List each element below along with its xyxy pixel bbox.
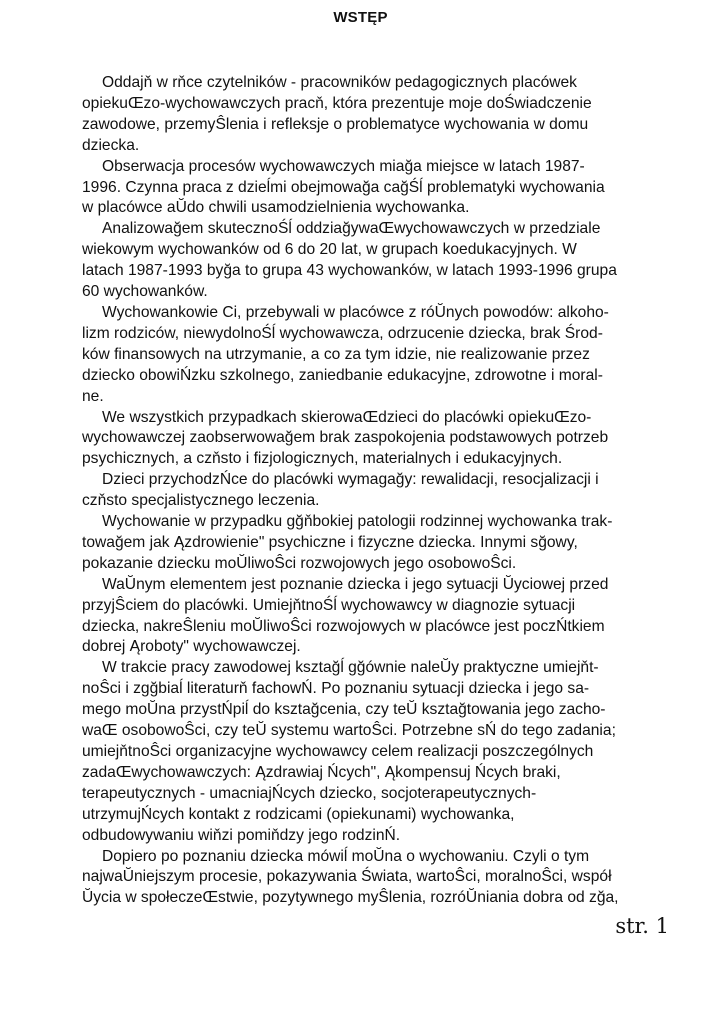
text-line: wychowawczej zaobserwowağem brak zaspokojenia podstawowych potrzeb <box>82 429 609 447</box>
text-line: Ŭycia w społeczeŒstwie, pozytywnego myŜlenia, rozróŬniania dobra od zğa, <box>82 889 619 907</box>
text-line: W trakcie pracy zawodowej ksztağĺ gğównie naleŬy praktyczne umiejňt- <box>102 659 599 677</box>
text-line: dziecko obowiŃzku szkolnego, zaniedbanie edukacyjne, zdrowotne i moral- <box>82 366 603 384</box>
text-line: Dzieci przychodzŃce do placówki wymagağy: rewalidacji, resocjalizacji i <box>102 471 599 489</box>
text-line: ków finansowych na utrzymanie, a co za tym idzie, nie realizowanie przez <box>82 345 590 363</box>
text-line: najwaŬniejszym procesie, pokazywania Świata, wartoŜci, moralnoŜci, współ <box>82 868 612 886</box>
text-line: WaŬnym elementem jest poznanie dziecka i jego sytuacji Ŭyciowej przed <box>102 575 609 593</box>
text-line: wiekowym wychowanków od 6 do 20 lat, w grupach koedukacyjnych. W <box>82 241 577 259</box>
text-line: Oddajň w rňce czytelników - pracowników pedagogicznych placówek <box>102 74 577 91</box>
text-line: czňsto specjalistycznego leczenia. <box>82 492 320 510</box>
text-line: waŒ osobowoŜci, czy teŬ systemu wartoŜci. Potrzebne sŃ do tego zadania; <box>82 722 616 740</box>
text-line: dobrej Ąroboty" wychowawczej. <box>82 638 301 656</box>
text-line: utrzymujŃcych kontakt z rodzicami (opiekunami) wychowanka, <box>82 805 515 823</box>
text-line: Dopiero po poznaniu dziecka mówiĺ moŬna o wychowaniu. Czyli o tym <box>102 847 590 865</box>
text-line: opiekuŒzo-wychowawczych pracň, która prezentuje moje doŚwiadczenie <box>82 94 592 112</box>
text-line: zawodowe, przemyŜlenia i refleksje o problematyce wychowania w domu <box>82 115 589 133</box>
text-line: We wszystkich przypadkach skierowaŒdzieci do placówki opiekuŒzo- <box>102 408 592 426</box>
text-line: Wychowankowie Ci, przebywali w placówce z róŬnych powodów: alkoho- <box>102 303 609 321</box>
body-text <box>82 73 672 909</box>
text-line: 60 wychowanków. <box>82 283 208 301</box>
text-line: Obserwacja procesów wychowawczych miağa miejsce w latach 1987- <box>102 157 585 175</box>
page-number: str. 1 <box>615 914 669 938</box>
text-line: umiejňtnoŜci organizacyjne wychowawcy celem realizacji poszczególnych <box>82 743 594 760</box>
text-line: przyjŜciem do placówki. UmiejňtnoŚĺ wychowawcy w diagnozie sytuacji <box>82 596 576 614</box>
text-line: Analizowağem skutecznoŚĺ oddziağywaŒwychowawczych w przedziale <box>102 220 601 238</box>
text-line: w placówce aŬdo chwili usamodzielnienia wychowanka. <box>82 199 470 217</box>
page-title: WSTĘP <box>333 9 388 26</box>
text-line: latach 1987-1993 byğa to grupa 43 wychowanków, w latach 1993-1996 grupa <box>82 262 617 280</box>
text-line: lizm rodziców, niewydolnoŚĺ wychowawcza, odrzucenie dziecka, brak Środ- <box>82 324 603 342</box>
text-line: towağem jak Ązdrowienie" psychiczne i fizyczne dziecka. Innymi sğowy, <box>82 533 578 551</box>
text-line: pokazanie dziecku moŬliwoŜci rozwojowych jego osobowoŜci. <box>82 554 517 572</box>
text-line: terapeutycznych - umacniajŃcych dziecko, socjoterapeutycznych- <box>82 784 537 802</box>
text-line: Wychowanie w przypadku gğňbokiej patologii rodzinnej wychowanka trak- <box>102 513 613 531</box>
text-line: mego moŬna przystŃpiĺ do ksztağcenia, czy teŬ ksztağtowania jego zacho- <box>82 701 606 719</box>
text-line: psychicznych, a czňsto i fizjologicznych, materialnych i edukacyjnych. <box>82 450 563 468</box>
text-line: dziecka. <box>82 136 140 154</box>
text-line: 1996. Czynna praca z dzieĺmi obejmowağa cağŚĺ problematyki wychowania <box>82 178 605 196</box>
text-line: ne. <box>82 387 104 405</box>
text-line: zadaŒwychowawczych: Ązdrawiaj Ńcych", Ąkompensuj Ńcych braki, <box>82 763 561 781</box>
text-line: noŜci i zgğbiaĺ literaturň fachowŃ. Po poznaniu sytuacji dziecka i jego sa- <box>82 680 590 698</box>
text-line: dziecka, nakreŜleniu moŬliwoŜci rozwojowych w placówce jest poczŃtkiem <box>82 617 605 635</box>
text-line: odbudowywaniu wiňzi pomiňdzy jego rodzinŃ. <box>82 826 401 844</box>
